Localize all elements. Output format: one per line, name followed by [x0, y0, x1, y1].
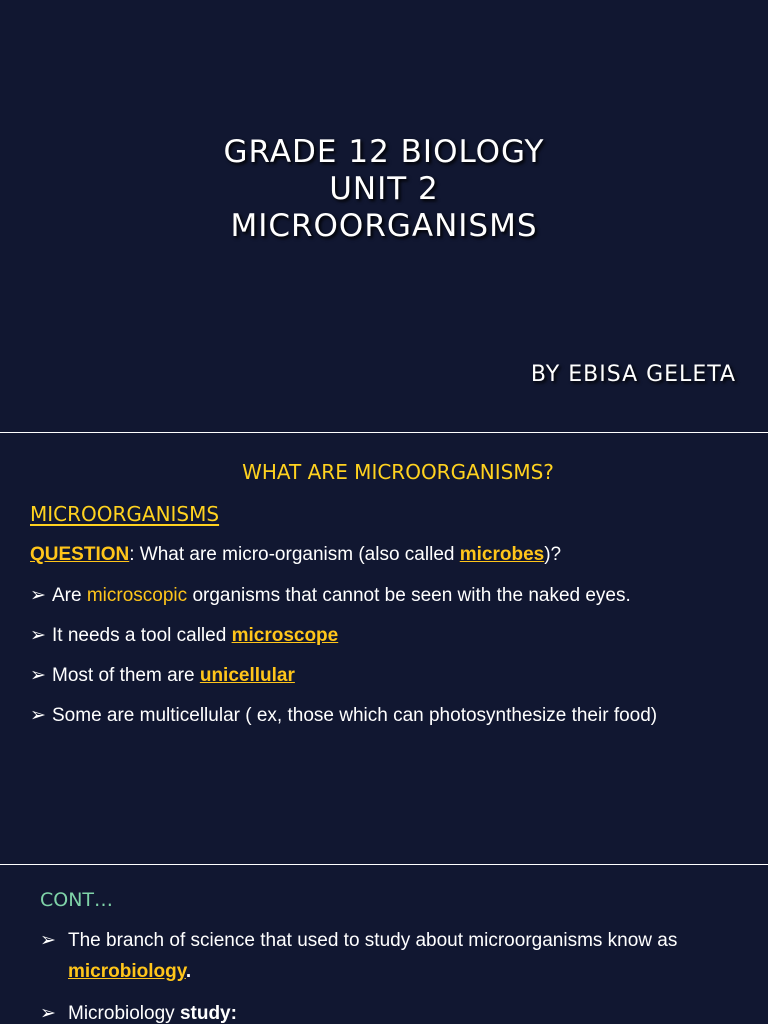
title-line-unit: UNIT 2: [329, 171, 439, 207]
question-line: [30, 544, 561, 566]
arrow-bullet-icon: ➢: [40, 930, 56, 951]
bullet-text: Microbiology: [68, 1003, 180, 1024]
arrow-bullet-icon: ➢: [40, 1003, 56, 1024]
bullet-microscopic: [30, 584, 631, 607]
arrow-bullet-icon: ➢: [30, 665, 46, 686]
bullet-multicellular: [30, 704, 657, 727]
slide-title: WHAT ARE MICROORGANISMS?: [242, 460, 554, 484]
author-credit: BY EBISA GELETA: [530, 362, 736, 387]
bullet-text: Some are multicellular ( ex, those which can photosynthesize their food): [52, 705, 658, 726]
title-slide: [0, 0, 768, 432]
term-microscope: microscope: [231, 625, 339, 646]
question-end: )?: [544, 544, 562, 565]
arrow-bullet-icon: ➢: [30, 585, 46, 606]
term-microscopic: microscopic: [86, 585, 188, 606]
arrow-bullet-icon: ➢: [30, 625, 46, 646]
continuation-slide: [0, 865, 768, 1024]
arrow-bullet-icon: ➢: [30, 705, 46, 726]
bullet-microscope: [30, 624, 338, 647]
title-line-grade: GRADE 12 BIOLOGY: [223, 134, 545, 170]
question-text: : What are micro-organism (also called: [129, 544, 460, 565]
bullet-microbiology-study: [40, 1002, 237, 1024]
bullet-text: It needs a tool called: [52, 625, 232, 646]
cont-heading: CONT…: [40, 889, 114, 911]
bullet-unicellular: [30, 664, 295, 687]
title-line-topic: MICROORGANISMS: [230, 208, 538, 244]
bullet-text: organisms that cannot be seen with the naked eyes.: [187, 585, 631, 606]
slide-subtitle: MICROORGANISMS: [30, 502, 220, 526]
bullet-branch-continued: [68, 961, 191, 983]
study-label: study:: [179, 1003, 237, 1024]
term-microbiology: microbiology: [68, 961, 186, 982]
period: .: [185, 961, 192, 982]
bullet-branch: [40, 929, 677, 952]
definition-slide: [0, 433, 768, 864]
bullet-text: Most of them are: [52, 665, 200, 686]
term-unicellular: unicellular: [199, 665, 295, 686]
bullet-text: Are: [52, 585, 87, 606]
bullet-text: The branch of science that used to study about microorganisms know as: [68, 930, 678, 951]
term-microbes: microbes: [459, 544, 545, 565]
question-label: QUESTION: [30, 544, 130, 565]
